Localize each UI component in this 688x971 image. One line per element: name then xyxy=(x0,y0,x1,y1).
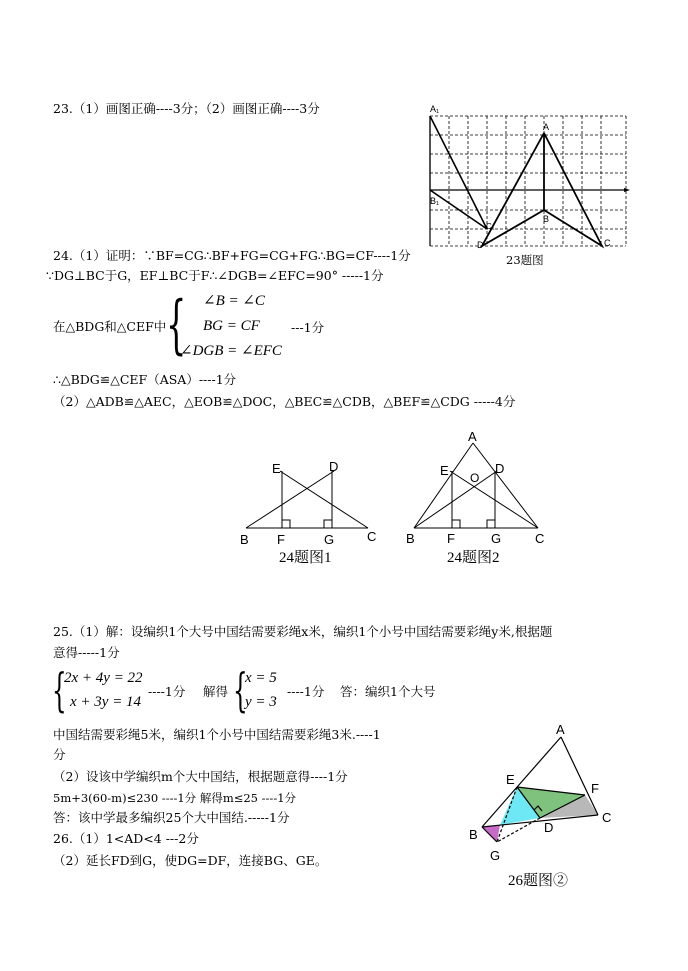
label-d: D xyxy=(477,240,484,250)
q24-figure-2 xyxy=(400,425,550,565)
q24-brace: { xyxy=(166,288,187,362)
q25-score2: ----1分 xyxy=(287,684,325,699)
label-a: A xyxy=(468,429,477,444)
q24-conclusion: ∴△BDG≌△CEF（ASA）----1分 xyxy=(53,372,237,387)
label-a: A xyxy=(556,722,565,737)
label-e: E xyxy=(506,772,515,787)
q25-sol2: y = 3 xyxy=(245,694,277,710)
q23-caption: 23题图 xyxy=(506,253,544,267)
q25-eq2: x + 3y = 14 xyxy=(70,694,142,710)
q25-line5: （2）设该中学编织m个大中国结，根据题意得----1分 xyxy=(53,769,348,784)
label-b1: B₁ xyxy=(430,196,440,206)
label-b: B xyxy=(240,532,249,547)
label-b: B xyxy=(406,531,415,546)
triangle-a1b1c1 xyxy=(430,116,487,229)
label-f: F xyxy=(277,532,285,547)
q25-line4: 分 xyxy=(53,747,66,762)
q26-line1: 26.（1）1<AD<4 ---2分 xyxy=(53,831,199,846)
q25-line2: 意得-----1分 xyxy=(53,645,120,660)
label-a1: A₁ xyxy=(430,104,440,114)
q25-line7: 答：该中学最多编织25个大中国结.-----1分 xyxy=(53,810,290,825)
label-d: D xyxy=(544,820,554,835)
label-g: G xyxy=(324,532,335,547)
label-b: B xyxy=(543,214,550,224)
q24-line1: 24.（1）证明：∵BF=CG∴BF+FG=CG+FG∴BG=CF----1分 xyxy=(53,248,411,263)
q24-score: ---1分 xyxy=(291,320,325,335)
q24-cond2: BG = CF xyxy=(203,318,260,334)
label-b: B xyxy=(469,827,478,842)
q25-eq1: 2x + 4y = 22 xyxy=(64,670,143,686)
q25-brace-1: { xyxy=(52,663,67,717)
q24-cond3: ∠DGB = ∠EFC xyxy=(180,343,282,359)
label-g: G xyxy=(490,848,501,863)
label-c: C xyxy=(602,810,612,825)
label-g: G xyxy=(491,531,502,546)
q25-brace-2: { xyxy=(233,663,248,717)
q24-cond1: ∠B = ∠C xyxy=(203,293,265,309)
label-a: A xyxy=(543,122,550,132)
q24-part2: （2）△ADB≌△AEC，△EOB≌△DOC，△BEC≌△CDB，△BEF≌△CDG -----4分 xyxy=(53,394,516,409)
q24-in-triangles: 在△BDG和△CEF中 xyxy=(53,319,167,334)
label-f: F xyxy=(447,531,455,546)
label-e: E xyxy=(440,463,449,478)
label-c1: C₁ xyxy=(486,222,495,231)
q25-line1: 25.（1）解：设编织1个大号中国结需要彩绳x米，编织1个小号中国结需要彩绳y米,根据题 xyxy=(53,624,553,639)
label-f: F xyxy=(591,781,599,796)
q23-answer: 23.（1）画图正确----3分；（2）画图正确----3分 xyxy=(53,101,320,116)
label-o: O xyxy=(470,471,480,485)
q26-line2: （2）延长FD到G，使DG=DF，连接BG、GE。 xyxy=(53,853,328,868)
q24-line2: ∵DG⊥BC于G，EF⊥BC于F∴∠DGB=∠EFC=90° -----1分 xyxy=(46,268,384,283)
q25-sol1: x = 5 xyxy=(245,670,277,686)
label-d: D xyxy=(329,459,339,474)
q25-answer-a: 答：编织1个大号 xyxy=(340,684,436,699)
label-c: C xyxy=(367,529,377,544)
q25-line6: 5m+3(60-m)≤230 ----1分 解得m≤25 ----1分 xyxy=(53,791,297,805)
q23-grid xyxy=(430,116,626,246)
q25-solve: 解得 xyxy=(203,684,229,699)
q24-fig1-caption: 24题图1 xyxy=(279,550,332,566)
q26-figure xyxy=(462,720,632,870)
q23-figure xyxy=(426,100,632,270)
label-d: D xyxy=(495,461,505,476)
q24-fig2-caption: 24题图2 xyxy=(447,550,500,566)
label-c: C xyxy=(604,238,611,248)
q25-line3: 中国结需要彩绳5米，编织1个小号中国结需要彩绳3米.----1 xyxy=(53,727,381,742)
label-e: E xyxy=(272,461,281,476)
q25-score1: ----1分 xyxy=(148,684,186,699)
q26-caption: 26题图② xyxy=(508,873,569,889)
label-c: C xyxy=(535,531,545,546)
